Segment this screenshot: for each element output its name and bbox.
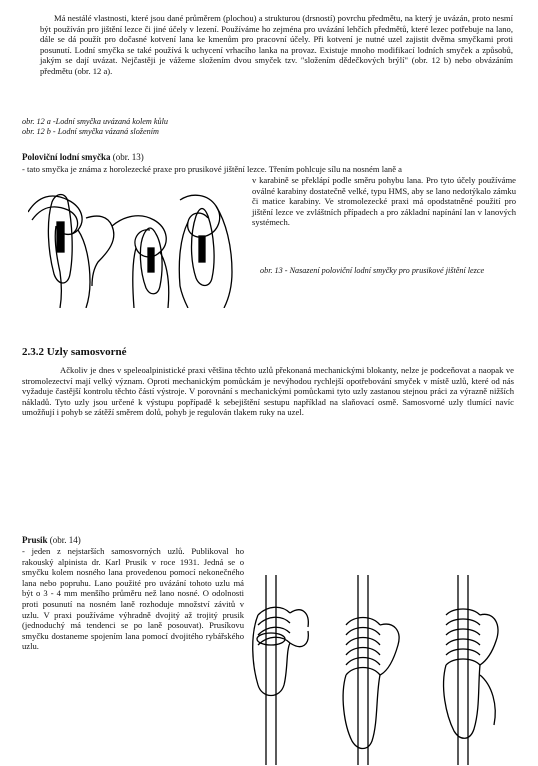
intro-paragraph: Má nestálé vlastnosti, které jsou dané průměrem (plochou) a strukturou (drsností) povrchu předmětu, na který je uvázán, proto nesmí být používán pro jištění lezce či jiné účely v lezení. Používáme ho zejména pro uvázání lehčích předmětů, které lezec potřebuje na lano, dále se dá použít pro dočasné kotvení lana ke kmenům pro pracovní účely. Při kotvení je nutné uzel zajistit dvěma smyčkami proti posunutí. Lodní smyčka se také používá k uchycení vrhacího lanka na provaz. Existuje mnoho modifikací lodních smyček a způsobů, jakým se dají uvázat. Nejčastěji je vážeme složením dvou smyček tzv. "složením dědečkových brýlí" (obr. 12 b) nebo obvázáním předmětu (obr. 12 a). xyxy=(40,13,513,76)
prusik-heading xyxy=(22,535,81,545)
figure-13-caption: obr. 13 - Nasazení poloviční lodní smyčky pro prusikové jištění lezce xyxy=(260,266,485,275)
figure-12b-caption: obr. 12 b - Lodní smyčka vázaná složením xyxy=(22,127,159,136)
half-hitch-ref: (obr. 13) xyxy=(112,152,144,162)
prusik-text: - jeden z nejstarších samosvorných uzlů. Publikoval ho rakouský alpinista dr. Karl Prusik v roce 1931. Jedná se o smyčku kolem nosného lana provedenou pomocí nekonečného lana nebo popruhu. Lano použité pro uvázání tohoto uzlu má být o 3 - 4 mm menšího průměru než lano nosné. O odolnosti proti posunutí na nosném laně rozhoduje množství závitů v uzlu. V praxi používáme výhradně dvojitý až trojitý prusik (jednoduchý má tendenci se po laně posouvat). Prusíkovu smyčku dostaneme spojením lana pomocí dvojitého rybářského uzlu. xyxy=(22,546,244,652)
half-hitch-text-rest: v karabině se překlápí podle směru pohybu lana. Pro tyto účely používáme oválné karabiny dostatečně velké, typu HMS, aby se lano nedotýkalo zámku či matice karabiny. Ve stromolezecké praxi má opodstatněné použití pro jištění lezce ve zvláštních případech a pro základní napínání lan v lanových systémech. xyxy=(252,175,516,228)
prusik-title: Prusik xyxy=(22,535,48,545)
half-hitch-title: Poloviční lodní smyčka xyxy=(22,152,111,162)
half-hitch-heading xyxy=(22,152,144,162)
section-paragraph: Ačkoliv je dnes v speleoalpinistické praxi většina těchto uzlů překonaná mechanickými blokanty, nelze je podceňovat a naopak ve stromolezectví mají velký význam. Oproti mechanickým pomůckám je nevýhodou rychlejší opotřebování smyček v místě uzlů, které od nás vyžaduje častější kontrolu těchto částí výstroje. V porovnání s mechanickými pomůckami tyto uzly zastanou stejnou práci za výrazně nižších nákladů. Tyto uzly jsou určené k výstupu popřípadě k sebejištění sestupu například na slaňovací osmě. Samosvorné uzly tlumící navíc umožňují i pohyb se zátěží směrem dolů, pohyb je regulován tlakem ruky na uzel. xyxy=(22,365,514,418)
section-heading: 2.3.2 Uzly samosvorné xyxy=(22,346,127,358)
figure-14-illustration xyxy=(248,575,518,765)
prusik-ref: (obr. 14) xyxy=(49,535,81,545)
figure-13-illustration xyxy=(28,182,254,308)
figure-12a-caption: obr. 12 a -Lodní smyčka uvázaná kolem kůlu xyxy=(22,117,168,126)
half-hitch-text-first: - tato smyčka je známa z horolezecké praxe pro prusikové jištění lezce. Třením pohlcuje sílu na nosném laně a xyxy=(22,164,402,174)
